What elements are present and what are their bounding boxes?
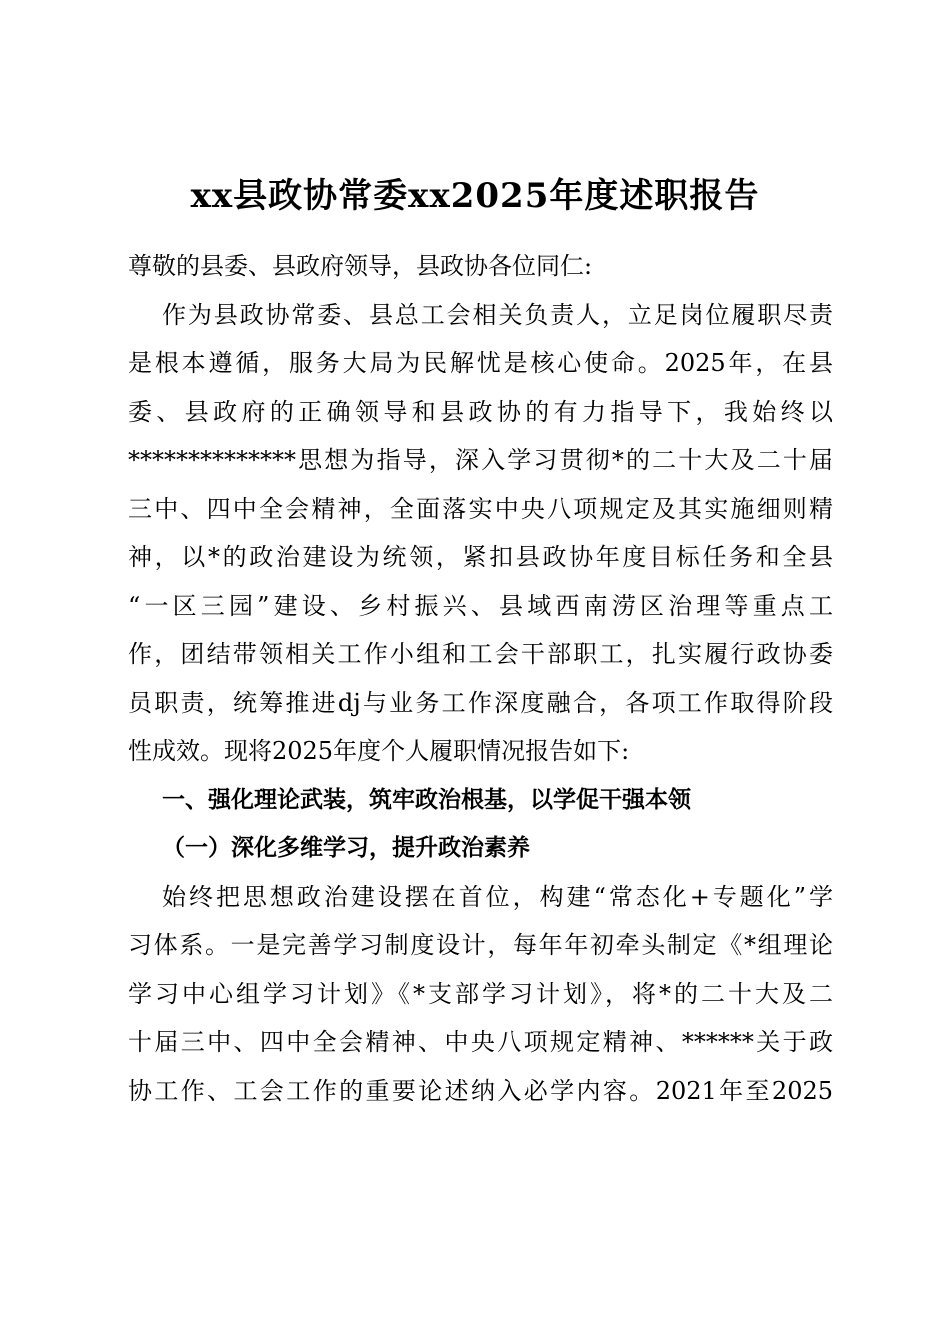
paragraph-line: 协工作、工会工作的重要论述纳入必学内容。2021年至2025 <box>128 1076 833 1105</box>
document-title: xx县政协常委xx2025年度述职报告 <box>190 176 760 216</box>
paragraph-line: 作，团结带领相关工作小组和工会干部职工，扎实履行政协委 <box>128 640 833 668</box>
salutation: 尊敬的县委、县政府领导，县政协各位同仁: <box>128 252 593 280</box>
section-heading: 一、强化理论武装，筑牢政治根基，以学促干强本领 <box>162 786 691 813</box>
paragraph-line: 是根本遵循，服务大局为民解忧是核心使命。2025年，在县 <box>128 349 833 377</box>
paragraph-line: 神，以*的政治建设为统领，紧扣县政协年度目标任务和全县 <box>128 543 833 571</box>
paragraph-line: 习体系。一是完善学习制度设计，每年年初牵头制定《*组理论 <box>128 931 833 959</box>
paragraph-line: “一区三园”建设、乡村振兴、县域西南涝区治理等重点工 <box>128 591 833 620</box>
paragraph-intro <box>128 291 833 776</box>
paragraph-study <box>128 873 833 1116</box>
paragraph-line: 作为县政协常委、县总工会相关负责人，立足岗位履职尽责 <box>162 300 833 329</box>
paragraph-line: 委、县政府的正确领导和县政协的有力指导下，我始终以 <box>128 397 833 426</box>
document-body <box>128 242 833 1115</box>
paragraph-line: 十届三中、四中全会精神、中央八项规定精神、******关于政 <box>128 1028 833 1056</box>
paragraph-line: 员职责，统筹推进dj与业务工作深度融合，各项工作取得阶段 <box>128 688 833 717</box>
paragraph-line: 学习中心组学习计划》《*支部学习计划》，将*的二十大及二 <box>128 979 833 1008</box>
paragraph-line: 始终把思想政治建设摆在首位，构建“常态化+专题化”学 <box>162 882 833 911</box>
paragraph-line: 性成效。现将2025年度个人履职情况报告如下: <box>128 737 630 765</box>
subsection-heading: （一）深化多维学习，提升政治素养 <box>162 834 530 861</box>
paragraph-line: **************思想为指导，深入学习贯彻*的二十大及二十届 <box>128 446 833 474</box>
paragraph-line: 三中、四中全会精神，全面落实中央八项规定及其实施细则精 <box>128 494 833 523</box>
